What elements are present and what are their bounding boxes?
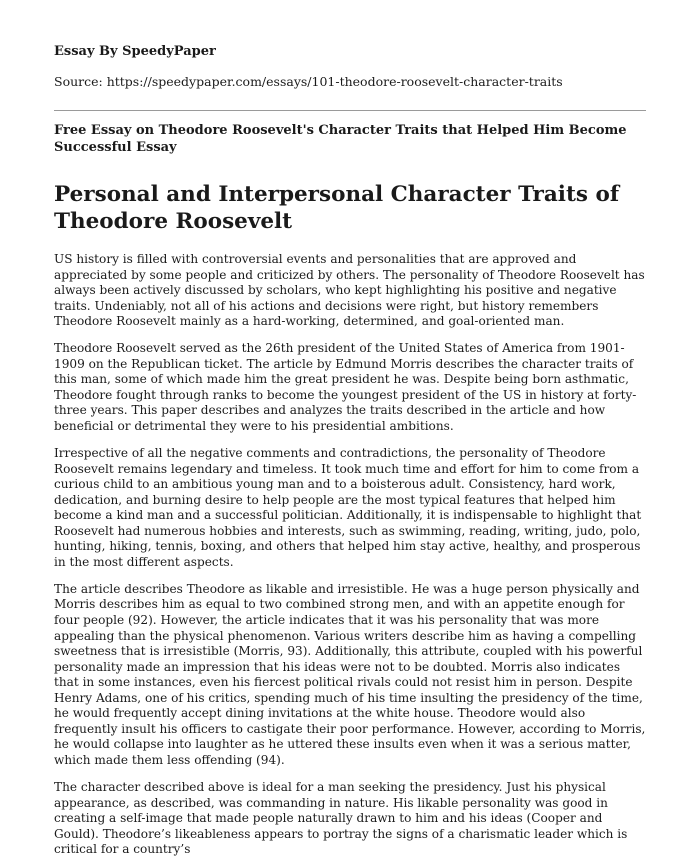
essay-paragraph: The character described above is ideal for a man seeking the presidency. Just his physical appearance, as described, was commanding in nature. His likable personality was good in creating a self-image that made people naturally drawn to him and his ideas (Cooper and Gould). Theodore’s likeableness appears to portray the signs of a charismatic leader which is critical for a country’s <box>54 779 628 857</box>
brand-line: Essay By SpeedyPaper <box>54 44 216 59</box>
essay-paragraph: Irrespective of all the negative comments and contradictions, the personality of Theodore Roosevelt remains legendary and timeless. It took much time and effort for him to come from a curious child to an ambitious young man and to a boisterous adult. Consistency, hard work, dedication, and burning desire to help people are the most typical features that helped him become a kind man and a successful politician. Additionally, it is indispensable to highlight that Roosevelt had numerous hobbies and interests, such as swimming, reading, writing, judo, polo, hunting, hiking, tennis, boxing, and others that helped him stay active, healthy, and prosperous in the most different aspects. <box>54 446 642 569</box>
essay-paragraph: Theodore Roosevelt served as the 26th president of the United States of America from 1901-1909 on the Republican ticket. The article by Edmund Morris describes the character traits of this man, some of which made him the great president he was. Despite being born asthmatic, Theodore fought through ranks to become the youngest president of the US in history at forty-three years. This paper describes and analyzes the traits described in the article and how beneficial or detrimental they were to his presidential ambitions. <box>54 341 637 433</box>
essay-paragraph: US history is filled with controversial events and personalities that are approved and appreciated by some people and criticized by others. The personality of Theodore Roosevelt has always been actively discussed by scholars, who kept highlighting his positive and negative traits. Undeniably, not all of his actions and decisions were right, but history remembers Theodore Roosevelt mainly as a hard-working, determined, and goal-oriented man. <box>54 252 645 329</box>
page-title: Personal and Interpersonal Character Traits of Theodore Roosevelt <box>54 182 620 234</box>
source-link[interactable]: Source: https://speedypaper.com/essays/101-theodore-roosevelt-character-traits <box>54 74 563 89</box>
essay-paragraph: The article describes Theodore as likable and irresistible. He was a huge person physically and Morris describes him as equal to two combined strong men, and with an appetite enough for four people (92). However, the article indicates that it was his personality that was more appealing than the physical phenomenon. Various writers describe him as having a compelling sweetness that is irresistible (Morris, 93). Additionally, this attribute, coupled with his powerful personality made an impression that his ideas were not to be doubted. Morris also indicates that in some instances, even his fiercest political rivals could not resist him in person. Despite Henry Adams, one of his critics, spending much of his time insulting the presidency of the time, he would frequently accept dining invitations at the white house. Theodore would also frequently insult his officers to castigate their poor performance. However, according to Morris, he would collapse into laughter as he uttered these insults even when it was a serious matter, which made them less offending (94). <box>54 581 646 767</box>
essay-subheading: Free Essay on Theodore Roosevelt's Character Traits that Helped Him Become Successful Essay <box>54 123 627 155</box>
header-divider <box>54 110 646 111</box>
